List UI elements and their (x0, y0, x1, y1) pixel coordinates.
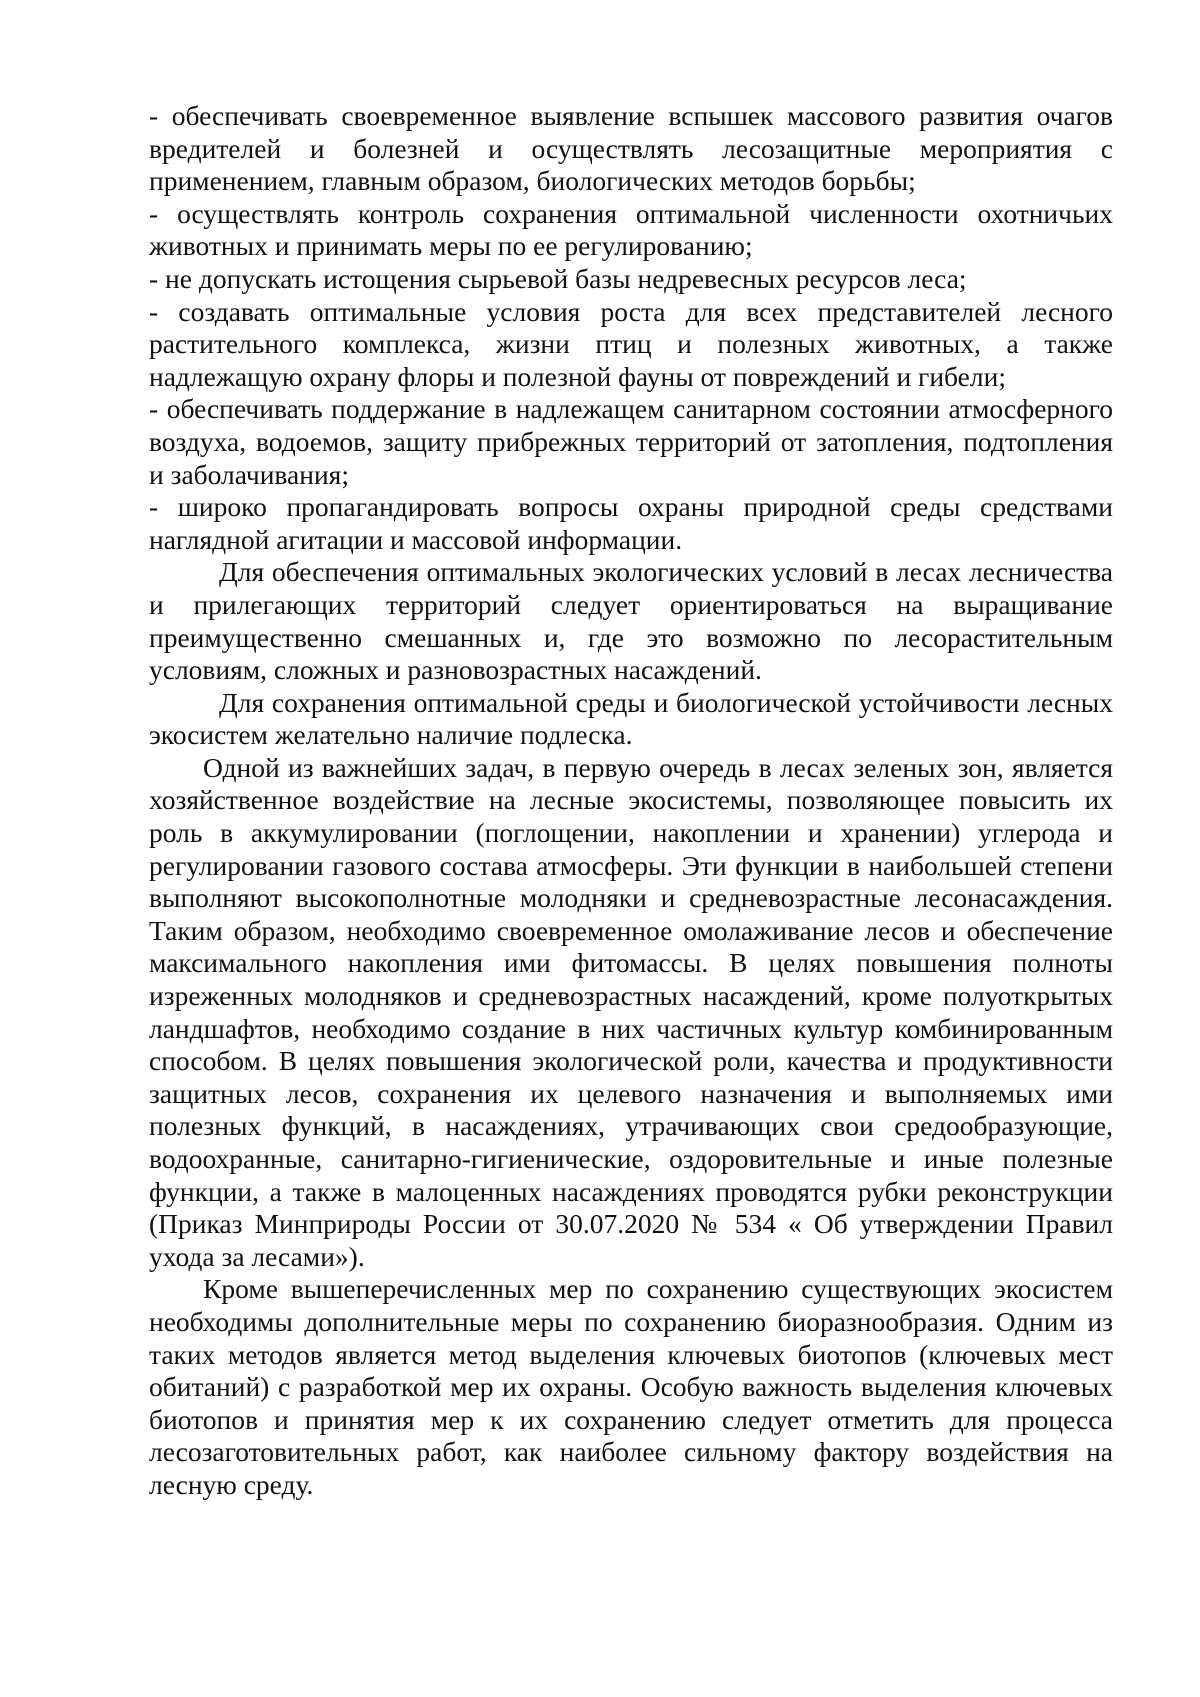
document-body (149, 100, 1113, 1502)
paragraph-carbon-accumulation: Одной из важнейших задач, в первую очередь в лесах зеленых зон, является хозяйственное воздействие на лесные экосистемы, позволяющее повысить их роль в аккумулировании (поглощении, накоплении и хранении) углерода и регулировании газового состава атмосферы. Эти функции в наибольшей степени выполняют высокополнотные молодняки и средневозрастные лесонасаждения. Таким образом, необходимо своевременное омолаживание лесов и обеспечение максимального накопления ими фитомассы. В целях повышения полноты изреженных молодняков и средневозрастных насаждений, кроме полуоткрытых ландшафтов, необходимо создание в них частичных культур комбинированным способом. В целях повышения экологической роли, качества и продуктивности защитных лесов, сохранения их целевого назначения и выполняемых ими полезных функций, в насаждениях, утрачивающих свои средообразующие, водоохранные, санитарно-гигиенические, оздоровительные и иные полезные функции, а также в малоценных насаждениях проводятся рубки реконструкции (Приказ Минприроды России от 30.07.2020 № 534 « Об утверждении Правил ухода за лесами»). (149, 751, 1113, 1272)
list-item-growth-conditions: - создавать оптимальные условия роста для всех представителей лесного растительного комплекса, жизни птиц и полезных животных, а также надлежащую охрану флоры и полезной фауны от повреждений и гибели; (149, 295, 1113, 392)
paragraph-undergrowth: Для сохранения оптимальной среды и биологической устойчивости лесных экосистем желательно наличие подлеска. (149, 686, 1113, 751)
list-item-non-timber-resources: - не допускать истощения сырьевой базы недревесных ресурсов леса; (149, 262, 967, 294)
paragraph-ecological-conditions: Для обеспечения оптимальных экологических условий в лесах лесничества и прилегающих территорий следует ориентироваться на выращивание преимущественно смешанных и, где это возможно по лесорастительным условиям, сложных и разновозрастных насаждений. (149, 556, 1113, 686)
list-item-sanitary-state: - обеспечивать поддержание в надлежащем санитарном состоянии атмосферного воздуха, водоемов, защиту прибрежных территорий от затопления, подтопления и заболачивания; (149, 393, 1113, 490)
list-item-pest-control: - обеспечивать своевременное выявление вспышек массового развития очагов вредителей и болезней и осуществлять лесозащитные мероприятия с применением, главным образом, биологических методов борьбы; (149, 100, 1113, 197)
list-item-propaganda: - широко пропагандировать вопросы охраны природной среды средствами наглядной агитации и массовой информации. (149, 491, 1113, 555)
paragraph-key-biotopes: Кроме вышеперечисленных мер по сохранению существующих экосистем необходимы дополнительные меры по сохранению биоразнообразия. Одним из таких методов является метод выделения ключевых биотопов (ключевых мест обитаний) с разработкой мер их охраны. Особую важность выделения ключевых биотопов и принятия мер к их сохранению следует отметить для процесса лесозаготовительных работ, как наиболее сильному фактору воздействия на лесную среду. (149, 1273, 1113, 1500)
list-item-hunting-animals: - осуществлять контроль сохранения оптимальной численности охотничьих животных и принимать меры по ее регулированию; (149, 197, 1113, 262)
